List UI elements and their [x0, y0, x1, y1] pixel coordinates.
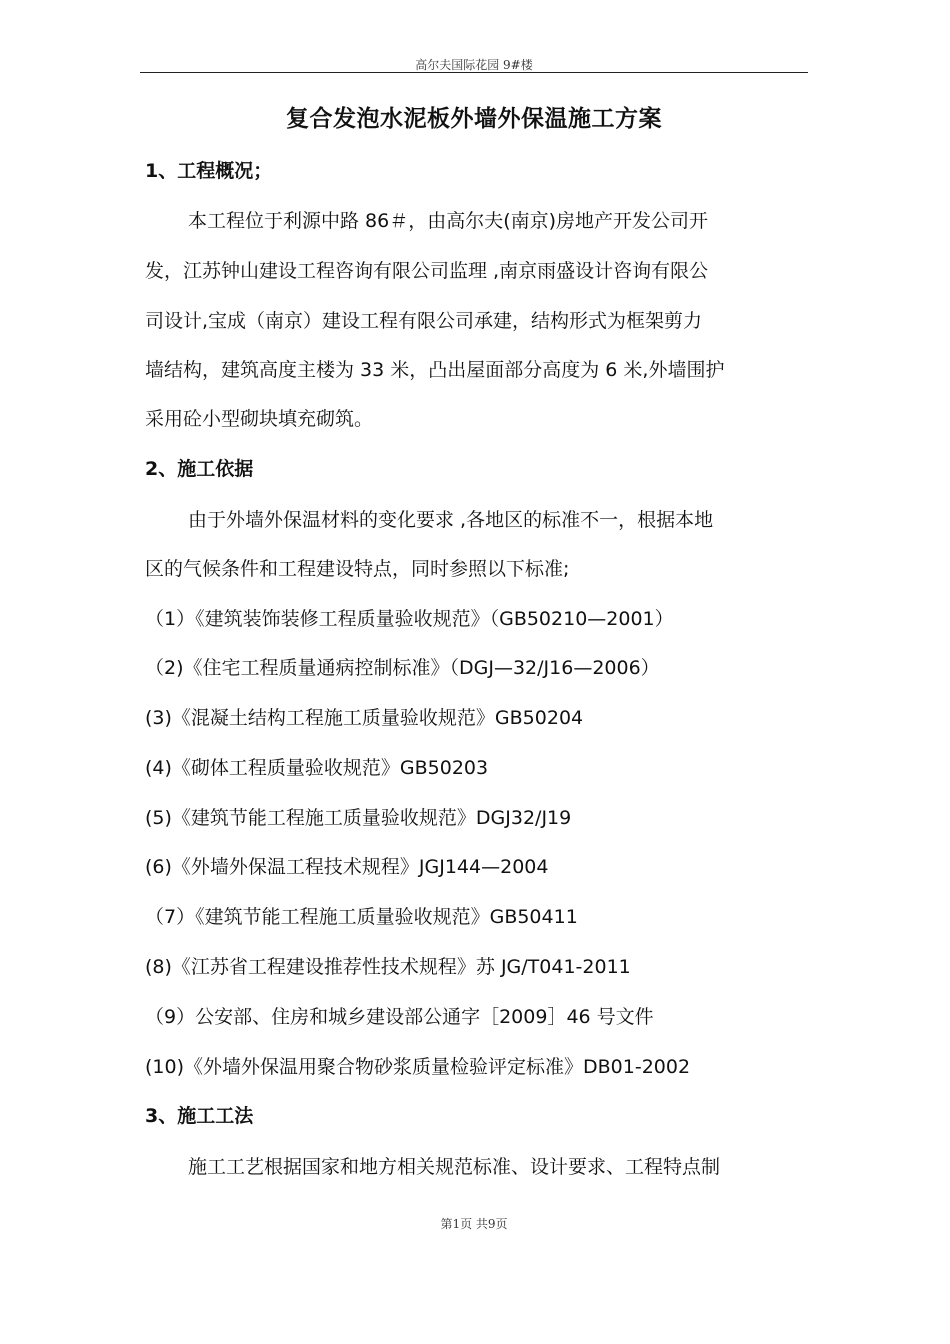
document-title: 复合发泡水泥板外墙外保温施工方案 [286, 106, 662, 132]
standard-item: (4)《砌体工程质量验收规范》GB50203 [145, 757, 489, 779]
paragraph-line: 发，江苏钟山建设工程咨询有限公司监理 ,南京雨盛设计咨询有限公 [145, 260, 709, 282]
header-divider [140, 72, 808, 73]
paragraph-line: 采用砼小型砌块填充砌筑。 [145, 408, 374, 430]
standard-item: （9）公安部、住房和城乡建设部公通字［2009］46 号文件 [145, 1006, 654, 1028]
section-heading-overview: 1、工程概况； [145, 160, 273, 182]
standard-item: （7）《建筑节能工程施工质量验收规范》GB50411 [145, 906, 578, 928]
standard-item: (6)《外墙外保温工程技术规程》JGJ144—2004 [145, 856, 549, 878]
standard-item: (3)《混凝土结构工程施工质量验收规范》GB50204 [145, 707, 584, 729]
paragraph-line: 施工工艺根据国家和地方相关规范标准、设计要求、工程特点制 [188, 1156, 721, 1178]
paragraph-line: 区的气候条件和工程建设特点，同时参照以下标准; [145, 558, 570, 580]
paragraph-line: 本工程位于利源中路 86＃，由高尔夫(南京)房地产开发公司开 [188, 210, 709, 232]
paragraph-line: 司设计,宝成（南京）建设工程有限公司承建，结构形式为框架剪力 [145, 310, 703, 332]
standard-item: (5)《建筑节能工程施工质量验收规范》DGJ32/J19 [145, 807, 572, 829]
paragraph-line: 由于外墙外保温材料的变化要求 ,各地区的标准不一，根据本地 [188, 509, 714, 531]
standard-item: (10)《外墙外保温用聚合物砂浆质量检验评定标准》DB01-2002 [145, 1056, 691, 1078]
standard-item: （2)《住宅工程质量通病控制标准》（DGJ—32/J16—2006） [145, 657, 660, 679]
page-footer: 第1页 共9页 [440, 1217, 508, 1231]
standard-item: (8)《江苏省工程建设推荐性技术规程》苏 JG/T041-2011 [145, 956, 631, 978]
page-header: 高尔夫国际花园 9#楼 [415, 58, 533, 72]
paragraph-line: 墙结构，建筑高度主楼为 33 米，凸出屋面部分高度为 6 米,外墙围护 [145, 359, 725, 381]
standard-item: （1）《建筑装饰装修工程质量验收规范》（GB50210—2001） [145, 608, 674, 630]
section-heading-method: 3、施工工法 [145, 1105, 254, 1127]
section-heading-basis: 2、施工依据 [145, 458, 254, 480]
